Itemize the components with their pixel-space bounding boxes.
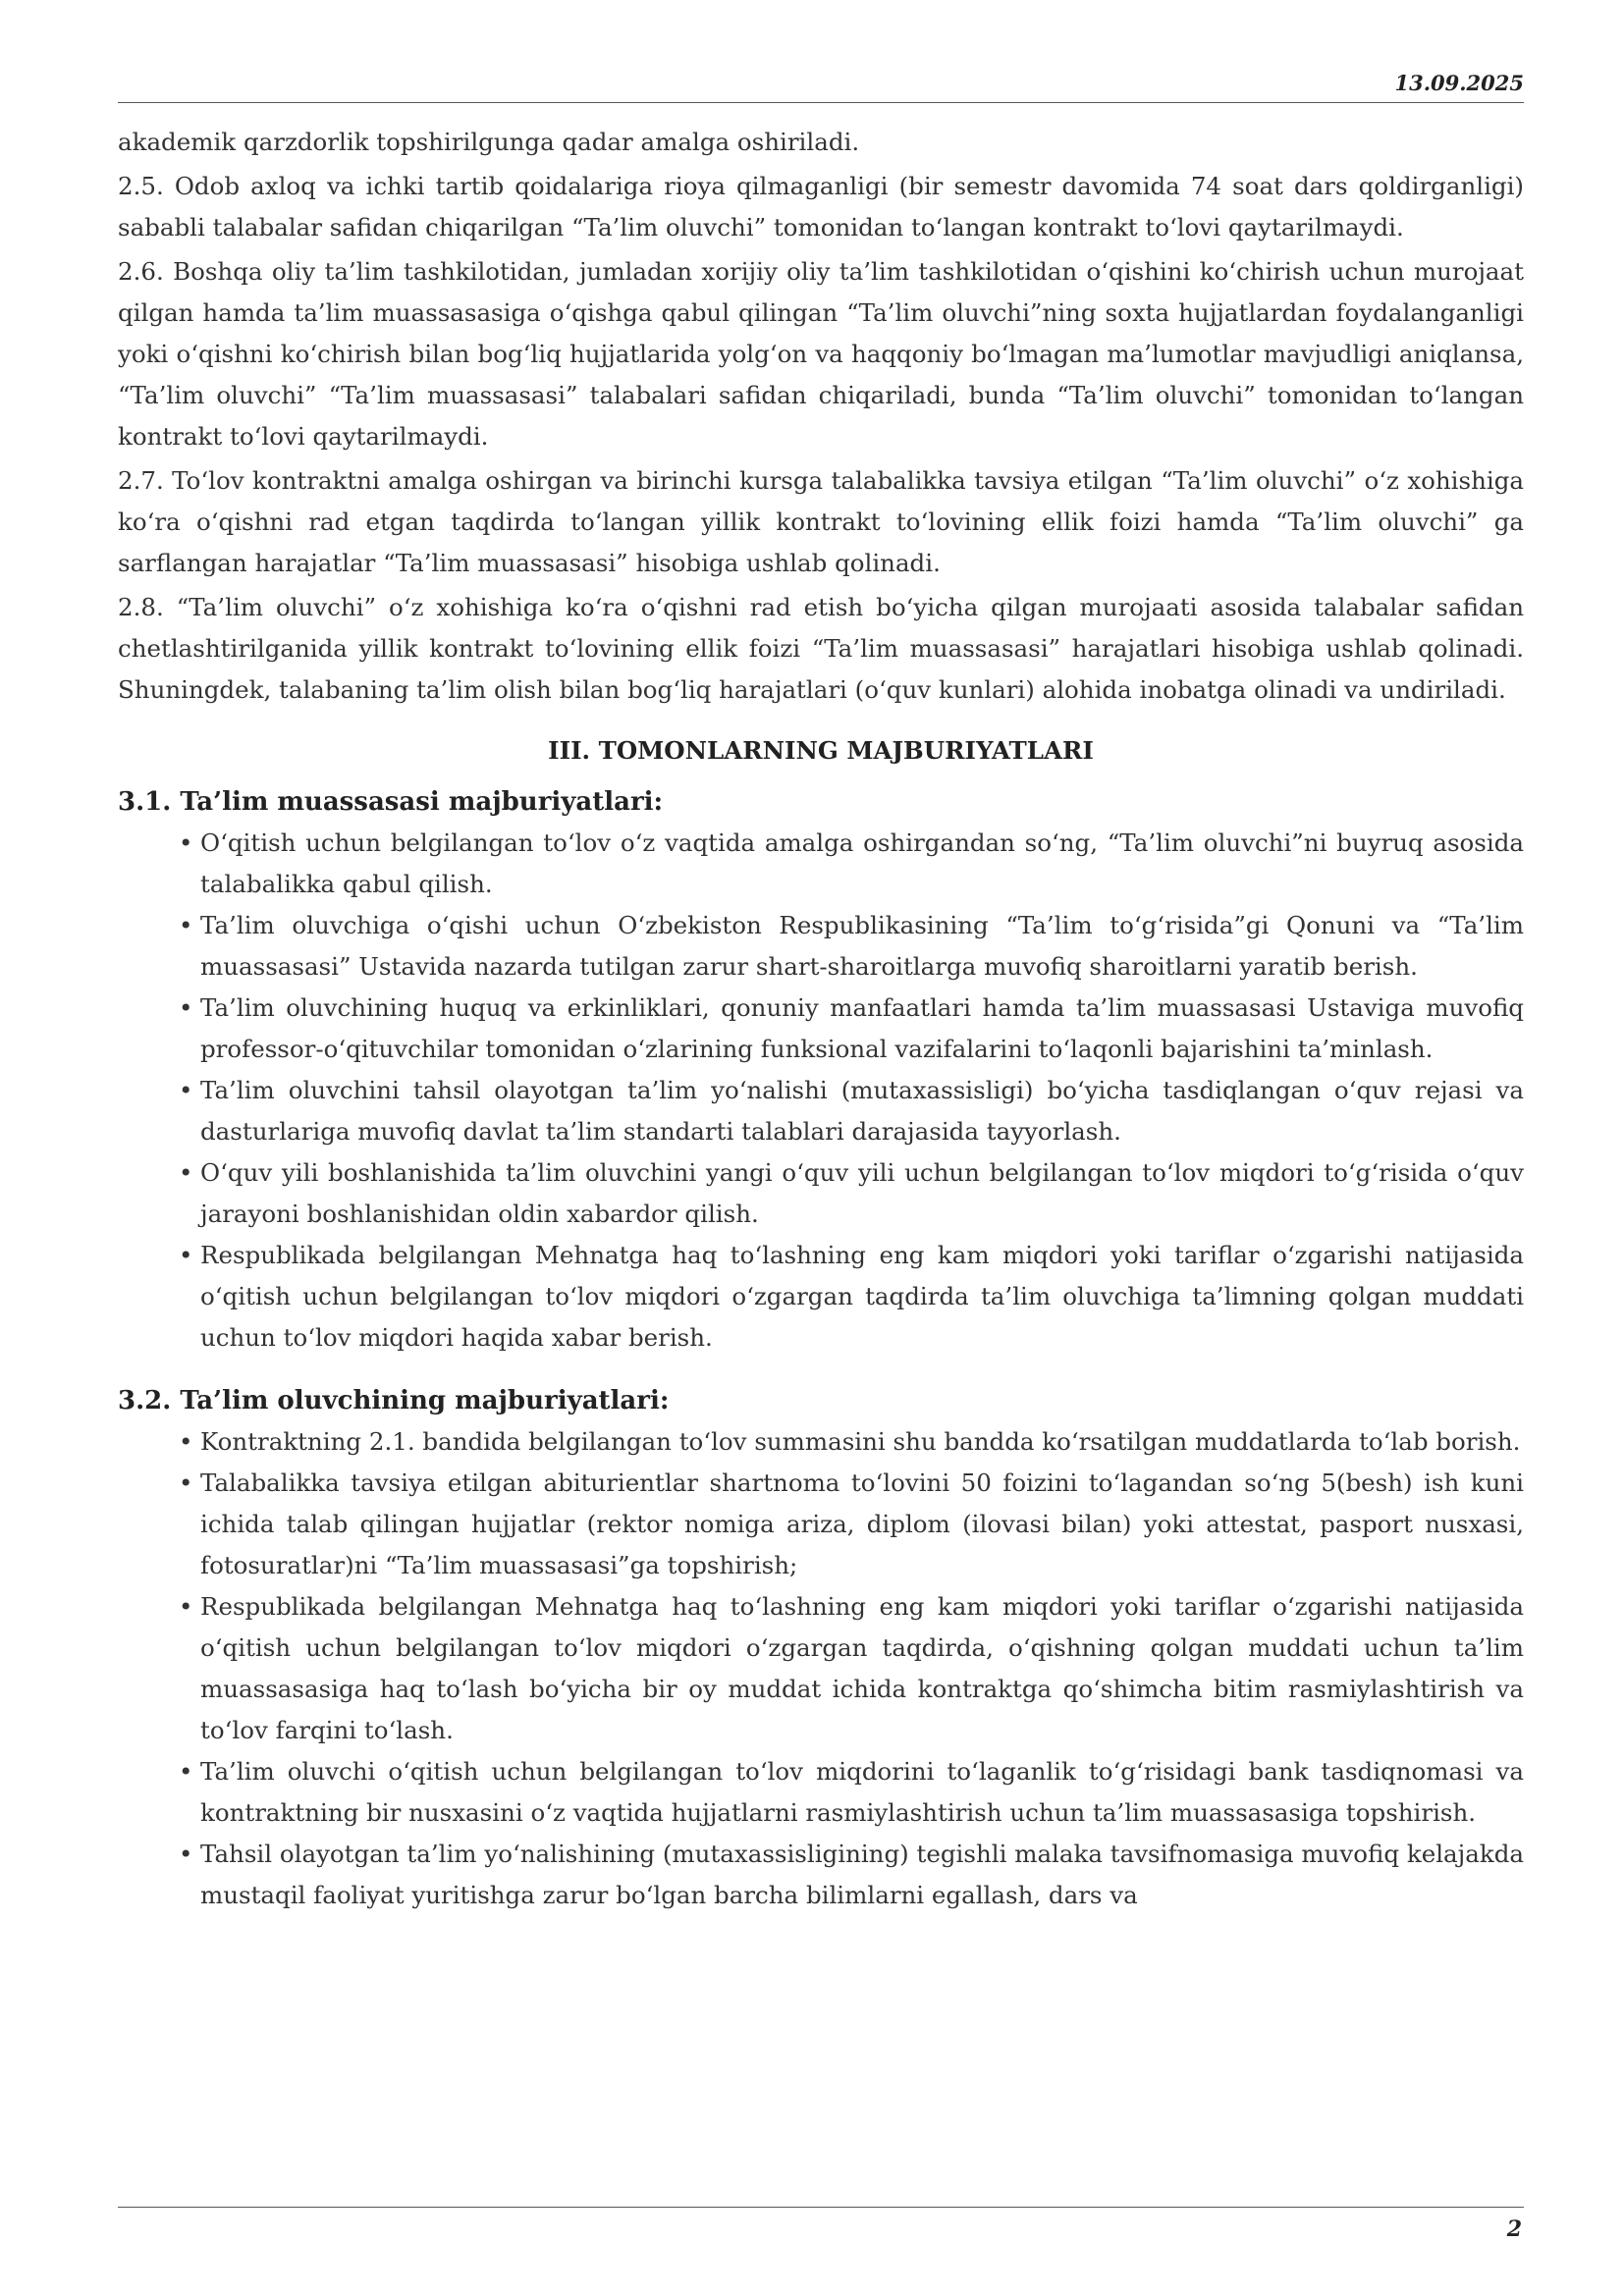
paragraph-2-7: 2.7. To‘lov kontraktni amalga oshirgan va birinchi kursga talabalikka tavsiya etilgan “Ta’lim oluvchi” o‘z xohishiga ko‘ra o‘qishni rad etgan taqdirda to‘langan yillik kontrakt to‘lovining ellik foizi hamda “Ta’lim oluvchi” ga sarflangan harajatlar “Ta’lim muassasasi” hisobiga ushlab qolinadi. (118, 466, 1524, 577)
list-item: • Ta’lim oluvchi o‘qitish uchun belgilangan to‘lov miqdorini to‘laganlik to‘g‘risidagi bank tasdiqnomasi va kontraktning bir nusxasini o‘z vaqtida hujjatlarni rasmiylashtirish uchun ta’lim muassasasiga topshirish. (200, 1751, 1524, 1834)
list-item: • Ta’lim oluvchini tahsil olayotgan ta’lim yo‘nalishi (mutaxassisligi) bo‘yicha tasdiqlangan o‘quv rejasi va dasturlariga muvofiq davlat ta’lim standarti talablari darajasida tayyorlash. (200, 1070, 1524, 1152)
paragraph-2-8: 2.8. “Ta’lim oluvchi” o‘z xohishiga ko‘ra o‘qishni rad etish bo‘yicha qilgan murojaati asosida talabalar safidan chetlashtirilganida yillik kontrakt to‘lovining ellik foizi “Ta’lim muassasasi” harajatlari hisobiga ushlab qolinadi. Shuningdek, talabaning ta’lim olish bilan bog‘liq harajatlari (o‘quv kunlari) alohida inobatga olinadi va undiriladi. (118, 593, 1524, 704)
list-item: • O‘quv yili boshlanishida ta’lim oluvchini yangi o‘quv yili uchun belgilangan to‘lov miqdori to‘g‘risida o‘quv jarayoni boshlanishidan oldin xabardor qilish. (200, 1152, 1524, 1235)
list-item: • Kontraktning 2.1. bandida belgilangan to‘lov summasini shu bandda ko‘rsatilgan muddatlarda to‘lab borish. (200, 1421, 1524, 1463)
list-item: • Ta’lim oluvchiga o‘qishi uchun O‘zbekiston Respublikasining “Ta’lim to‘g‘risida”gi Qonuni va “Ta’lim muassasasi” Ustavida nazarda tutilgan zarur shart-sharoitlarga muvofiq sharoitlarni yaratib berish. (200, 905, 1524, 988)
document-body (118, 122, 1524, 1916)
list-item: • Talabalikka tavsiya etilgan abiturientlar shartnoma to‘lovini 50 foizini to‘lagandan so‘ng 5(besh) ish kuni ichida talab qilingan hujjatlar (rektor nomiga ariza, diplom (ilovasi bilan) yoki attestat, pasport nusxasi, fotosuratlar)ni “Ta’lim muassasasi”ga topshirish; (200, 1463, 1524, 1586)
footer-divider (118, 2207, 1524, 2208)
paragraph-continuation: akademik qarzdorlik topshirilgunga qadar amalga oshiriladi. (118, 128, 860, 156)
paragraph-2-5: 2.5. Odob axloq va ichki tartib qoidalariga rioya qilmaganligi (bir semestr davomida 74 soat dars qoldirganligi) sababli talabalar safidan chiqarilgan “Ta’lim oluvchi” tomonidan to‘langan kontrakt to‘lovi qaytarilmaydi. (118, 172, 1524, 241)
list-item: • O‘qitish uchun belgilangan to‘lov o‘z vaqtida amalga oshirgandan so‘ng, “Ta’lim oluvchi”ni buyruq asosida talabalikka qabul qilish. (200, 823, 1524, 905)
subsection-title-3-2: 3.2. Ta’lim oluvchining majburiyatlari: (118, 1386, 670, 1415)
obligations-list-student (118, 1421, 1524, 1916)
list-item: • Respublikada belgilangan Mehnatga haq to‘lashning eng kam miqdori yoki tariflar o‘zgarishi natijasida o‘qitish uchun belgilangan to‘lov miqdori o‘zgargan taqdirda ta’lim oluvchiga ta’limning qolgan muddati uchun to‘lov miqdori haqida xabar berish. (200, 1235, 1524, 1359)
header-date: 13.09.2025 (1394, 71, 1524, 95)
list-item: • Ta’lim oluvchining huquq va erkinliklari, qonuniy manfaatlari hamda ta’lim muassasasi Ustaviga muvofiq professor-o‘qituvchilar tomonidan o‘zlarining funksional vazifalarini to‘laqonli bajarishini ta’minlash. (200, 988, 1524, 1070)
page-number: 2 (1506, 2216, 1522, 2242)
paragraph-2-6: 2.6. Boshqa oliy ta’lim tashkilotidan, jumladan xorijiy oliy ta’lim tashkilotidan o‘qishini ko‘chirish uchun murojaat qilgan hamda ta’lim muassasasiga o‘qishga qabul qilingan “Ta’lim oluvchi”ning soxta hujjatlardan foydalanganligi yoki o‘qishni ko‘chirish bilan bog‘liq hujjatlarida yolg‘on va haqqoniy bo‘lmagan ma’lumotlar mavjudligi aniqlansa, “Ta’lim oluvchi” “Ta’lim muassasasi” talabalari safidan chiqariladi, bunda “Ta’lim oluvchi” tomonidan to‘langan kontrakt to‘lovi qaytarilmaydi. (118, 257, 1524, 451)
obligations-list-institution (118, 823, 1524, 1359)
list-item: • Tahsil olayotgan ta’lim yo‘nalishining (mutaxassisligining) tegishli malaka tavsifnomasiga muvofiq kelajakda mustaqil faoliyat yuritishga zarur bo‘lgan barcha bilimlarni egallash, dars va (200, 1834, 1524, 1916)
list-item: • Respublikada belgilangan Mehnatga haq to‘lashning eng kam miqdori yoki tariflar o‘zgarishi natijasida o‘qitish uchun belgilangan to‘lov miqdori o‘zgargan taqdirda, o‘qishning qolgan muddati uchun ta’lim muassasasiga haq to‘lash bo‘yicha bir oy muddat ichida kontraktga qo‘shimcha bitim rasmiylashtirish va to‘lov farqini to‘lash. (200, 1586, 1524, 1751)
subsection-title-3-1: 3.1. Ta’lim muassasasi majburiyatlari: (118, 787, 664, 817)
section-title: III. TOMONLARNING MAJBURIYATLARI (548, 736, 1094, 765)
header-divider (118, 102, 1524, 103)
